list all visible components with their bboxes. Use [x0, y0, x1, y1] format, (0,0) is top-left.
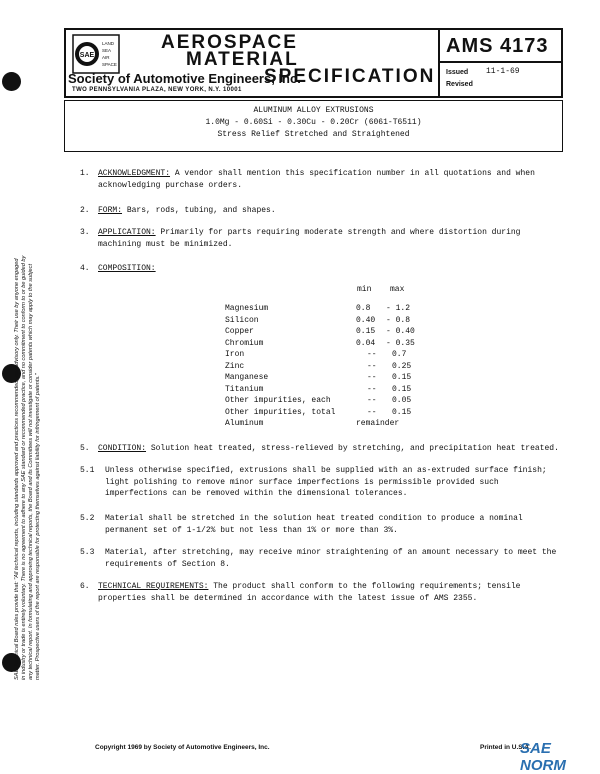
section-number: 5.3	[80, 548, 95, 557]
composition-element: Aluminum	[225, 419, 264, 428]
legal-disclaimer: SAE Technical Board rules provide that: "All technical reports, including standards approved and practices recommended, are advisory only. Their use by anyone engaged in industry or trade is entirely voluntary. There is no agreement to adhere to any SAE standard or recommended practice, and no commitment to conform to or be guided by any technical report. In formulating and approving technical reports, the Board and its Committees will not investigate or consider patents which may apply to the subject matter. Prospective users of the report are responsible for protecting themselves against liability for infringement of patents."	[14, 255, 41, 680]
section-text: Material, after stretching, may receive minor straightening of an amount necessary to meet the requirements of Section 8.	[105, 548, 557, 569]
copyright-notice: Copyright 1969 by Society of Automotive Engineers, Inc.	[95, 744, 270, 751]
composition-element: Copper	[225, 327, 254, 336]
composition-min: --	[367, 396, 377, 405]
section-text: Material shall be stretched in the solution heat treated condition to produce a nominal permanent set of 1-1/2% but not less than 1% or more than 3%.	[105, 514, 523, 535]
composition-element: Titanium	[225, 384, 264, 394]
spec-header	[64, 28, 563, 98]
composition-element: Other impurities, each	[225, 396, 331, 405]
spec-number: AMS 4173	[446, 35, 549, 57]
composition-max: 0.15	[392, 373, 412, 382]
composition-max: 0.15	[392, 407, 412, 417]
society-name: Society of Automotive Engineers, Inc.	[68, 71, 301, 86]
material-note: Stress Relief Stretched and Straightened	[217, 130, 410, 139]
svg-text:LAND: LAND	[102, 41, 115, 46]
printed-in: Printed in U.S.A.	[480, 744, 531, 751]
section-heading: ACKNOWLEDGMENT:	[98, 169, 171, 178]
composition-element: Zinc	[225, 361, 245, 371]
composition-element: Magnesium	[225, 304, 269, 313]
composition-max: 0.05	[392, 396, 412, 405]
section-text: Primarily for parts requiring moderate strength and where distortion during machining must be minimized.	[98, 228, 521, 249]
header-hline	[438, 61, 563, 63]
title-material: MATERIAL	[186, 49, 299, 70]
composition-min: 0.40	[356, 315, 376, 325]
watermark-logo: SAE NORM	[520, 740, 566, 774]
composition-min: --	[367, 361, 377, 371]
section-number: 3.	[80, 228, 90, 237]
society-address: TWO PENNSYLVANIA PLAZA, NEW YORK, N.Y. 10001	[72, 87, 242, 93]
binder-hole-top	[2, 72, 21, 91]
section-number: 5.1	[80, 466, 95, 475]
section-number: 4.	[80, 264, 90, 273]
material-subheading	[64, 100, 563, 152]
section-heading: COMPOSITION:	[98, 264, 156, 273]
composition-min: --	[367, 407, 377, 417]
composition-min: --	[367, 384, 377, 394]
composition-min-header: min	[357, 285, 372, 294]
section-number: 6.	[80, 582, 90, 591]
section-number: 5.	[80, 444, 90, 453]
revised-label: Revised	[446, 81, 473, 88]
svg-text:AIR: AIR	[102, 55, 110, 60]
composition-min: remainder	[356, 419, 400, 428]
composition-max: 0.7	[392, 350, 407, 359]
composition-max: - 0.40	[386, 327, 415, 336]
composition-max: - 1.2	[386, 304, 411, 313]
material-title: ALUMINUM ALLOY EXTRUSIONS	[253, 106, 374, 115]
composition-max: 0.15	[392, 384, 412, 394]
section-text: Unless otherwise specified, extrusions shall be supplied with an as-extruded surface finish; light polishing to remove minor surface imperfections is permissible provided such imperfections can be removed within the dimensional tolerances.	[105, 466, 547, 498]
composition-element: Other impurities, total	[225, 407, 336, 417]
issued-label: Issued	[446, 69, 469, 76]
composition-max: 0.25	[392, 361, 412, 371]
sae-logo	[72, 34, 120, 74]
svg-text:SPACE: SPACE	[102, 62, 117, 67]
section-number: 5.2	[80, 514, 95, 523]
issued-date: 11-1-69	[486, 67, 520, 76]
composition-element: Chromium	[225, 338, 264, 348]
composition-element: Silicon	[225, 315, 259, 325]
section-text: Solution heat treated, stress-relieved by stretching, and precipitation heat treated.	[146, 444, 559, 453]
section-number: 2.	[80, 206, 90, 215]
svg-text:SEA: SEA	[102, 48, 112, 53]
material-formula: 1.0Mg - 0.60Si - 0.30Cu - 0.20Cr (6061-T6511)	[205, 118, 422, 127]
composition-element: Iron	[225, 350, 245, 359]
header-divider	[438, 30, 440, 96]
section-heading: APPLICATION:	[98, 228, 156, 237]
title-specification: SPECIFICATION	[264, 66, 436, 87]
section-heading: CONDITION:	[98, 444, 147, 453]
composition-min: 0.15	[356, 327, 376, 336]
composition-min: --	[367, 373, 377, 382]
section-heading: TECHNICAL REQUIREMENTS:	[98, 582, 209, 591]
composition-max: - 0.35	[386, 338, 415, 348]
title-aerospace: AEROSPACE	[161, 32, 298, 53]
section-text: A vendor shall mention this specification number in all quotations and when acknowledging purchase orders.	[98, 169, 535, 190]
section-text: The product shall conform to the following requirements; tensile properties shall be determined in accordance with the latest issue of AMS 2355.	[98, 582, 521, 603]
logo-sae-text: SAE	[79, 52, 95, 59]
section-text: Bars, rods, tubing, and shapes.	[122, 206, 276, 215]
composition-max-header: max	[390, 285, 405, 294]
composition-element: Manganese	[225, 373, 269, 382]
section-heading: FORM:	[98, 206, 123, 215]
composition-min: --	[367, 350, 377, 359]
composition-min: 0.04	[356, 338, 376, 348]
composition-max: - 0.8	[386, 315, 411, 325]
section-number: 1.	[80, 169, 90, 178]
composition-min: 0.8	[356, 304, 371, 313]
